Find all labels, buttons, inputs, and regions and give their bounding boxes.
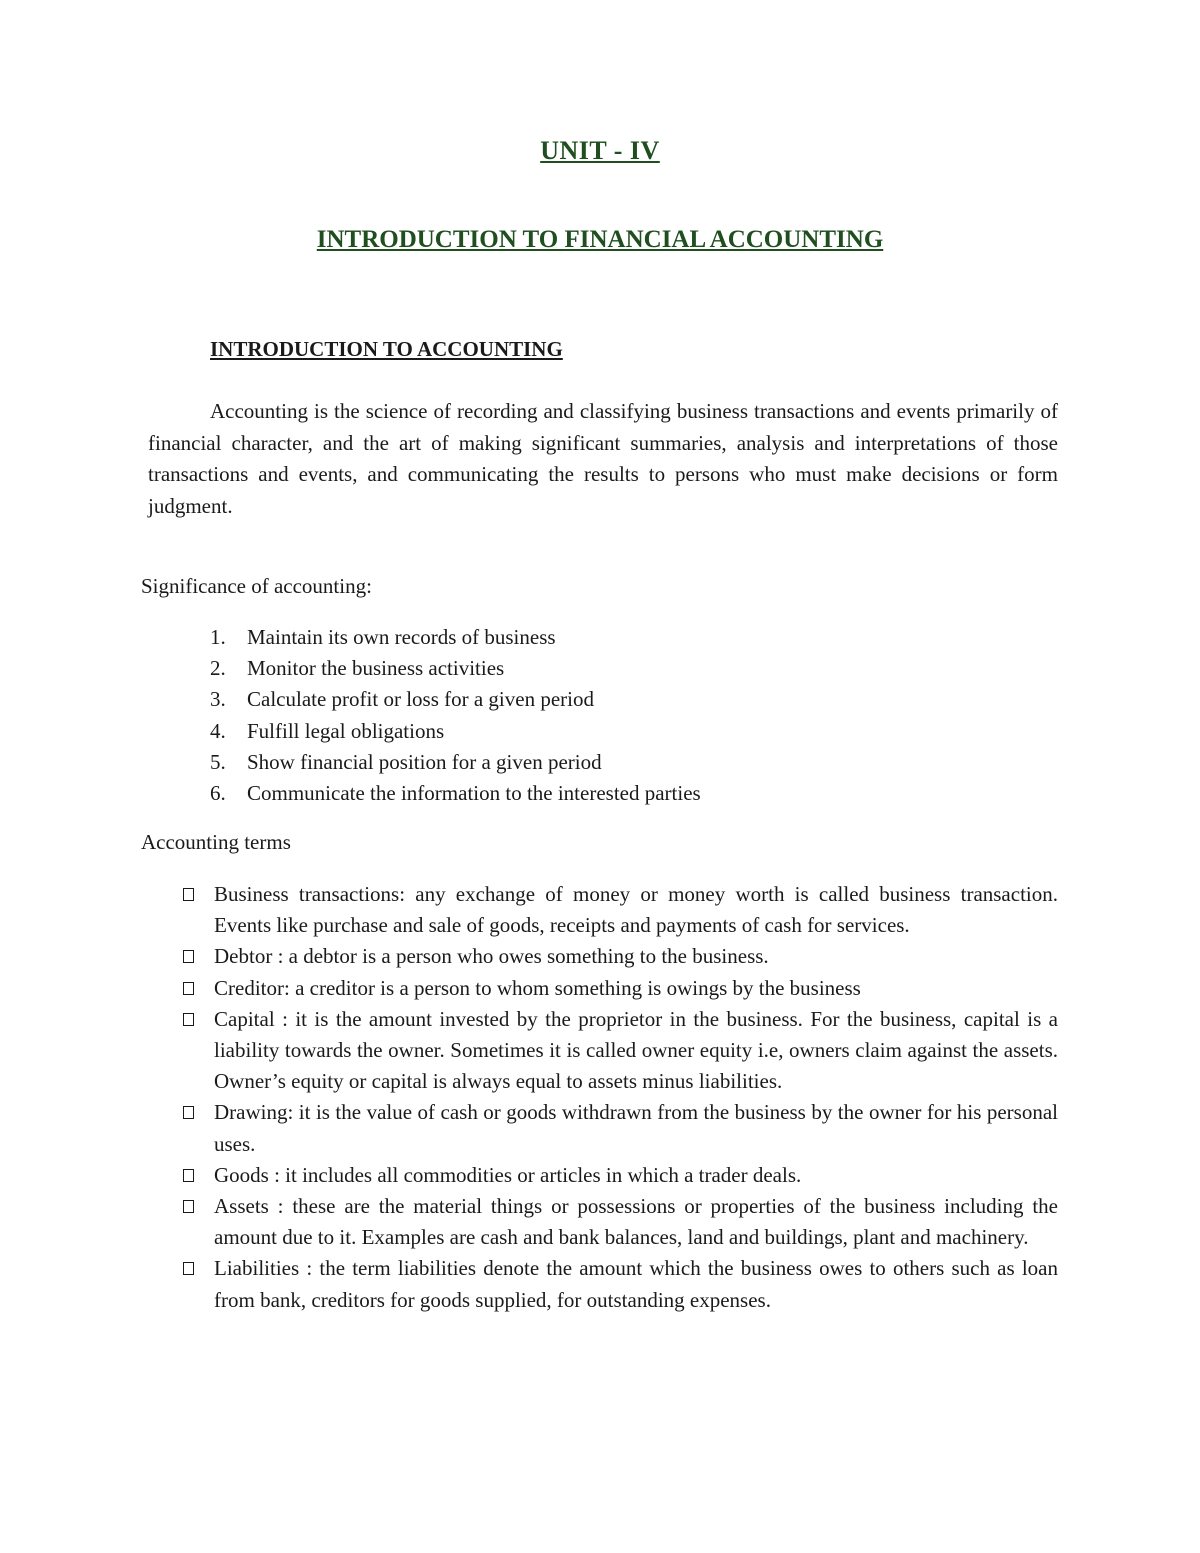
list-number: 2.: [210, 656, 226, 681]
checkbox-bullet-icon: [183, 1106, 194, 1119]
term-text: Liabilities : the term liabilities denote the amount which the business owes to others such as loan from bank, creditors for goods supplied, for outstanding expenses.: [214, 1256, 1058, 1312]
list-number: 3.: [210, 687, 226, 712]
list-item: [210, 653, 701, 684]
list-item-text: Monitor the business activities: [247, 656, 505, 681]
intro-paragraph: Accounting is the science of recording and classifying business transactions and events primarily of financial character, and the art of making significant summaries, analysis and interpretations of those transactions and events, and communicating the results to persons who must make decisions or form judgment.: [148, 399, 1058, 518]
checkbox-bullet-icon: [183, 888, 194, 901]
list-item: [181, 1191, 1058, 1253]
list-item: [210, 716, 701, 747]
list-item: [181, 941, 1058, 972]
list-item-text: Communicate the information to the interested parties: [247, 781, 701, 806]
list-item: [210, 622, 701, 653]
checkbox-bullet-icon: [183, 950, 194, 963]
list-number: 4.: [210, 718, 226, 743]
term-text: Goods : it includes all commodities or articles in which a trader deals.: [214, 1162, 802, 1187]
list-item: [210, 684, 701, 715]
terms-list: [181, 879, 1058, 1316]
list-item-text: Maintain its own records of business: [247, 625, 556, 649]
term-text: Assets : these are the material things or possessions or properties of the business including the amount due to it. Examples are cash and bank balances, land and buildings, plant and machinery.: [214, 1194, 1058, 1250]
list-item: [181, 1160, 1058, 1191]
terms-label: Accounting terms: [141, 830, 291, 854]
list-item: [181, 879, 1058, 941]
term-text: Capital : it is the amount invested by the proprietor in the business. For the business, capital is a liability towards the owner. Sometimes it is called owner equity i.e, owners claim against the assets. Owner’s equity or capital is always equal to assets minus liabilities.: [214, 1006, 1058, 1094]
list-number: 1.: [210, 625, 226, 649]
list-item: [210, 747, 701, 778]
checkbox-bullet-icon: [183, 1262, 194, 1275]
significance-label: Significance of accounting:: [141, 574, 372, 598]
term-text: Creditor: a creditor is a person to whom something is owings by the business: [214, 975, 861, 1000]
checkbox-bullet-icon: [183, 982, 194, 995]
unit-title: UNIT - IV: [540, 136, 660, 165]
list-number: 6.: [210, 781, 226, 806]
checkbox-bullet-icon: [183, 1200, 194, 1213]
list-number: 5.: [210, 749, 226, 774]
checkbox-bullet-icon: [183, 1013, 194, 1026]
checkbox-bullet-icon: [183, 1169, 194, 1182]
section-heading: INTRODUCTION TO ACCOUNTING: [210, 337, 563, 361]
list-item: [181, 1097, 1058, 1159]
document-title: INTRODUCTION TO FINANCIAL ACCOUNTING: [316, 226, 884, 253]
list-item-text: Show financial position for a given period: [247, 749, 602, 774]
list-item: [181, 973, 1058, 1004]
list-item: [181, 1253, 1058, 1315]
list-item: [181, 1004, 1058, 1098]
list-item-text: Fulfill legal obligations: [247, 718, 445, 743]
term-text: Debtor : a debtor is a person who owes something to the business.: [214, 944, 769, 969]
significance-list: [210, 622, 701, 809]
term-text: Business transactions: any exchange of money or money worth is called business transaction. Events like purchase and sale of goods, receipts and payments of cash for services.: [214, 882, 1058, 938]
list-item: [210, 778, 701, 809]
term-text: Drawing: it is the value of cash or goods withdrawn from the business by the owner for his personal uses.: [214, 1100, 1058, 1156]
list-item-text: Calculate profit or loss for a given period: [247, 687, 594, 712]
